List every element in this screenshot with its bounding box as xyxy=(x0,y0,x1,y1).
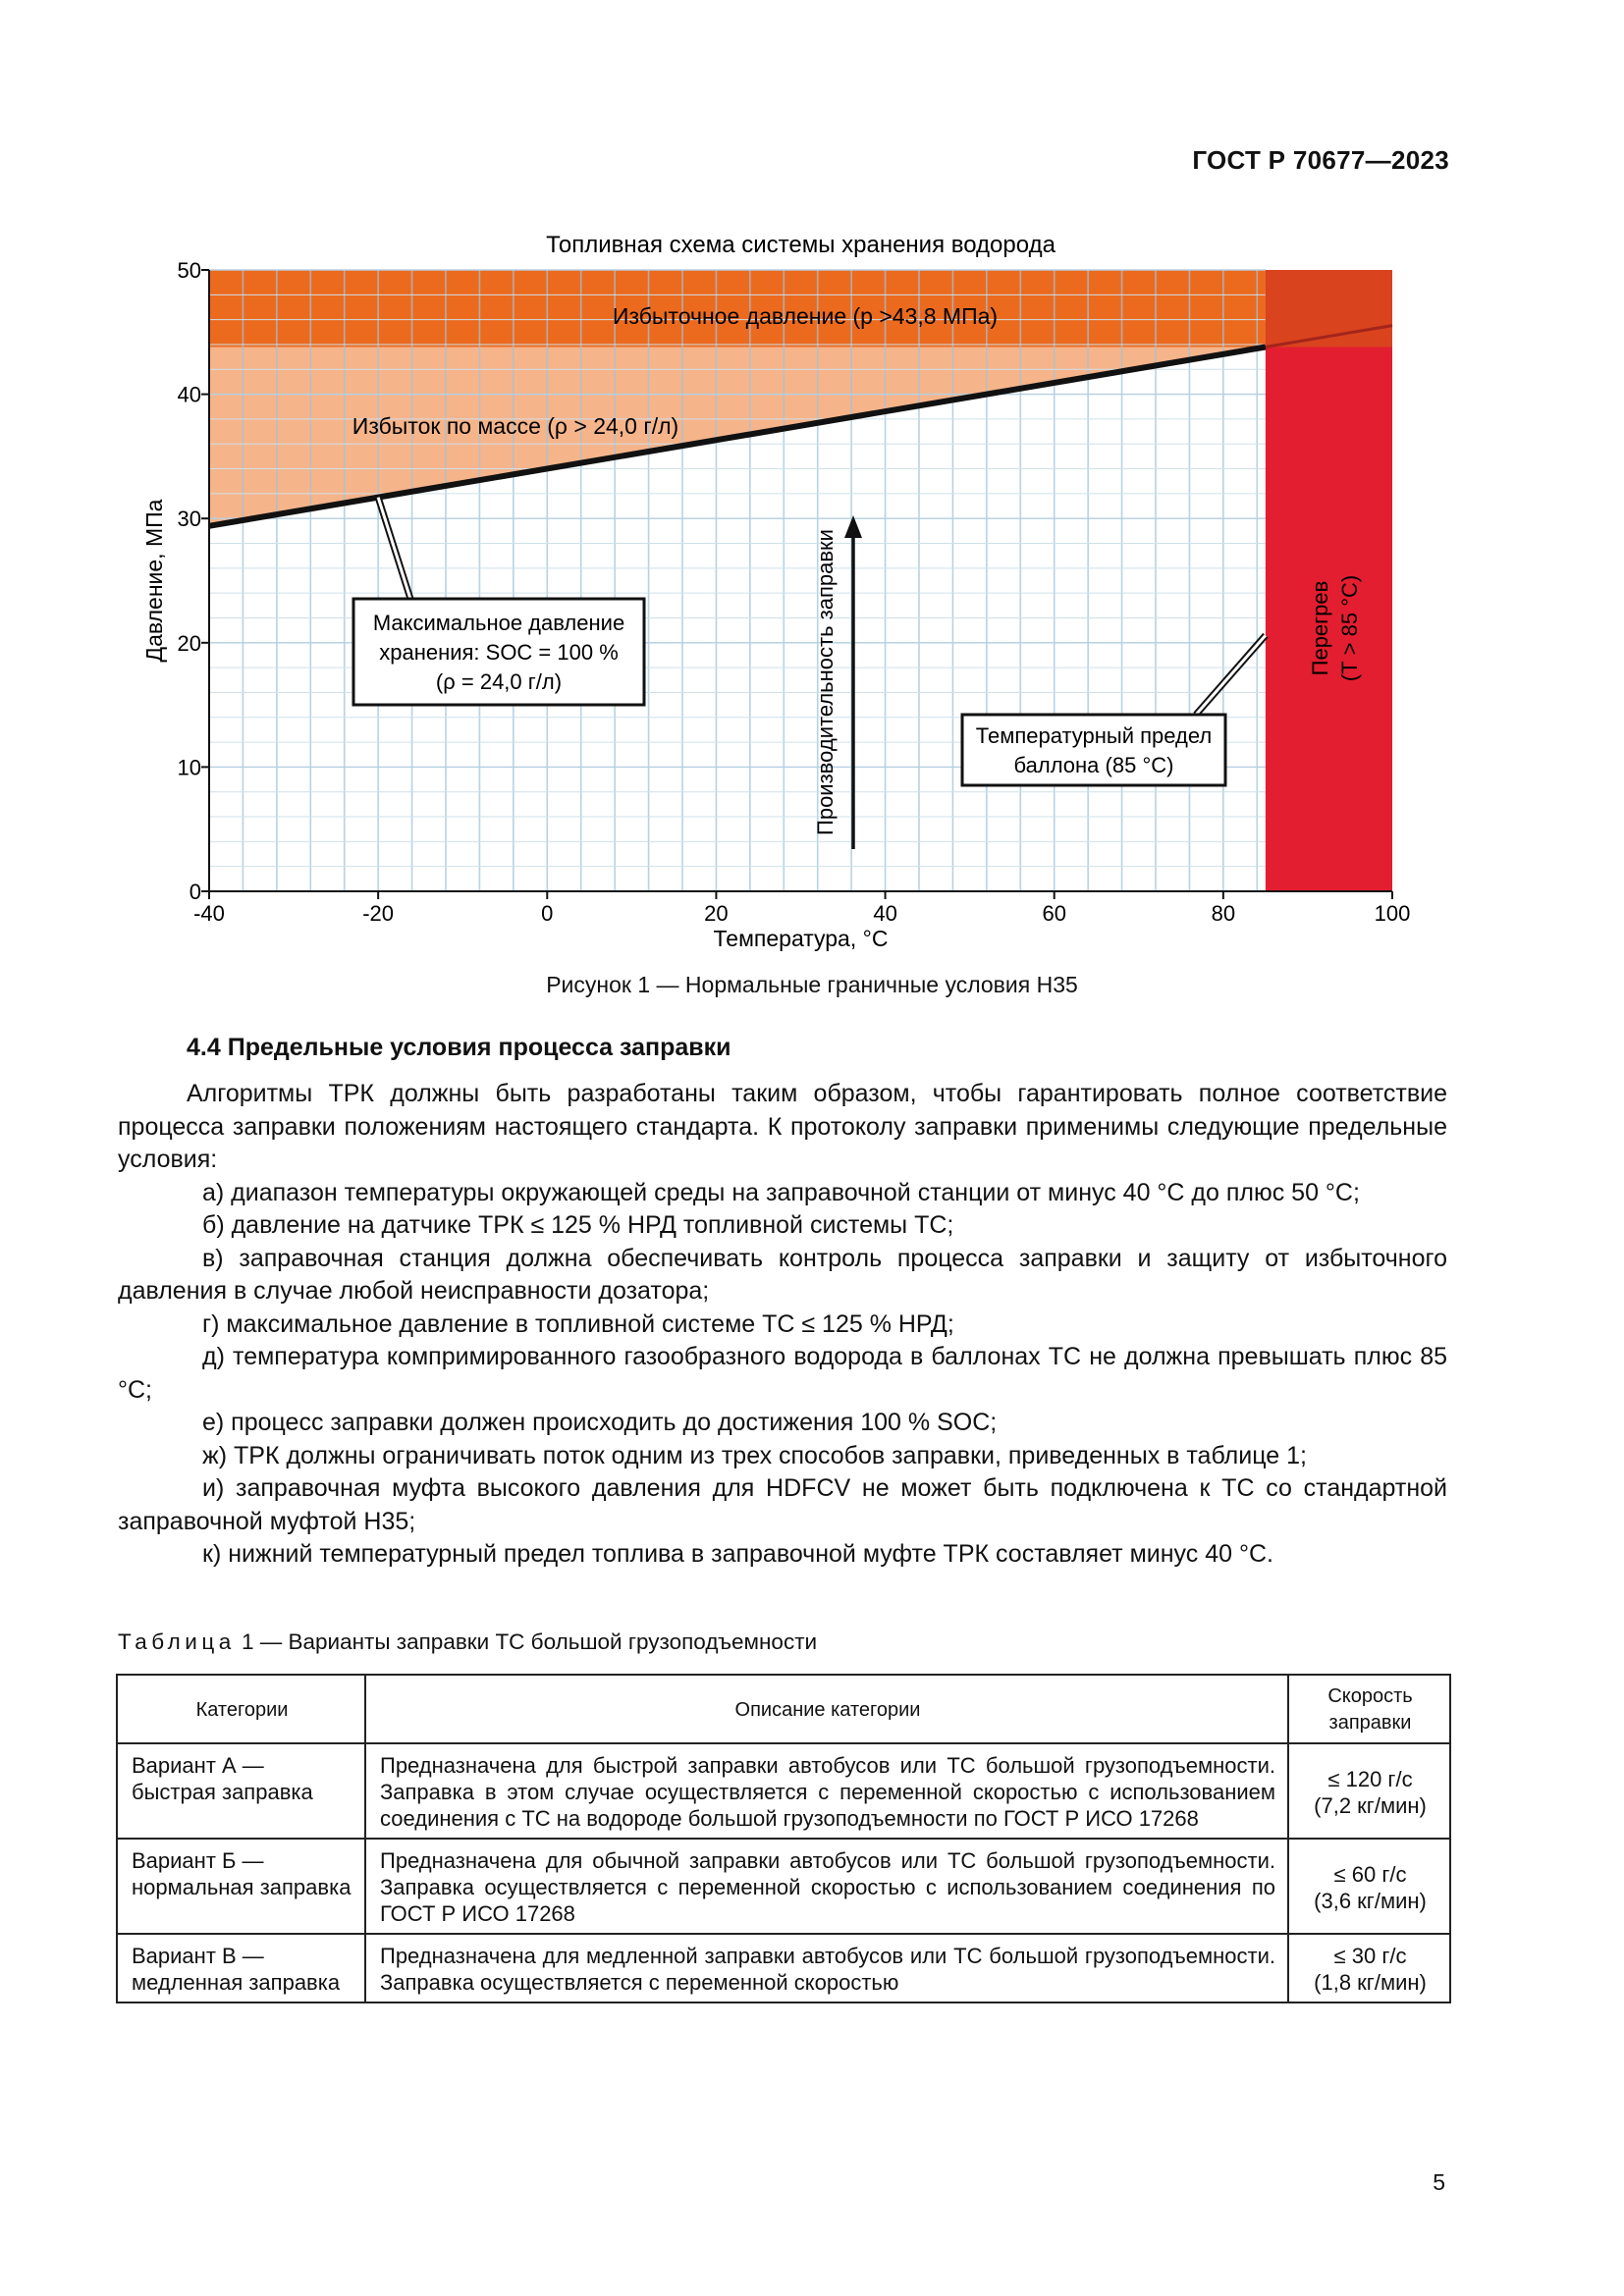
y-tick-label: 0 xyxy=(189,880,201,904)
flow-rate-label: Производительность заправки xyxy=(813,529,838,835)
table-header-row xyxy=(117,1675,1450,1743)
body-text xyxy=(118,1078,1447,1572)
cell-description: Предназначена для быстрой заправки автобусов или ТС большой грузоподъемности. Заправка в этом случае осуществляется с переменной скоростью с использованием соединения с ТС на водороде большой грузоподъемности по ГОСТ Р ИСО 17268 xyxy=(365,1743,1288,1839)
section-title-text: Предельные условия процесса заправки xyxy=(227,1034,731,1061)
header-category: Категории xyxy=(117,1675,365,1743)
max-pressure-callout-line1: Максимальное давление xyxy=(372,611,625,635)
cell-speed xyxy=(1288,1839,1450,1934)
overheat-region xyxy=(1266,270,1392,891)
cell-speed-value: ≤ 60 г/с xyxy=(1333,1861,1407,1887)
cell-description: Предназначена для медленной заправки автобусов или ТС большой грузоподъемности. Заправка осуществляется с переменной скоростью xyxy=(365,1934,1288,2002)
y-tick-label: 40 xyxy=(177,382,201,407)
section-heading xyxy=(187,1034,731,1062)
chart-title: Топливная схема системы хранения водорода xyxy=(546,232,1056,258)
list-item: и) заправочная муфта высокого давления для HDFCV не может быть подключена к ТС со стандартной заправочной муфтой Н35; xyxy=(118,1474,1447,1535)
cell-description: Предназначена для обычной заправки автобусов или ТС большой грузоподъемности. Заправка осуществляется с переменной скоростью с использованием соединения по ГОСТ Р ИСО 17268 xyxy=(365,1839,1288,1934)
table-row xyxy=(117,1839,1450,1934)
list-item: г) максимальное давление в топливной системе ТС ≤ 125 % НРД; xyxy=(202,1309,954,1338)
y-tick-label: 50 xyxy=(177,258,201,283)
cell-speed-rate: (3,6 кг/мин) xyxy=(1314,1888,1427,1913)
overheat-label: Перегрев xyxy=(1308,580,1332,676)
x-tick-label: -40 xyxy=(193,901,225,926)
y-tick-label: 10 xyxy=(177,755,201,780)
overmass-label: Избыток по массе (ρ > 24,0 г/л) xyxy=(352,413,679,439)
table-row xyxy=(117,1743,1450,1839)
cell-speed-value: ≤ 120 г/с xyxy=(1327,1766,1413,1791)
cell-speed-rate: (1,8 кг/мин) xyxy=(1314,1970,1427,1995)
cell-category: Вариант В — медленная заправка xyxy=(117,1934,365,2002)
figure-caption: Рисунок 1 — Нормальные граничные условия Н35 xyxy=(546,972,1078,997)
cell-speed-rate: (7,2 кг/мин) xyxy=(1314,1792,1427,1818)
cell-speed-value: ≤ 30 г/с xyxy=(1333,1944,1407,1968)
list-item: е) процесс заправки должен происходить до достижения 100 % SOC; xyxy=(202,1409,998,1436)
list-item: к) нижний температурный предел топлива в заправочной муфте ТРК составляет минус 40 °С. xyxy=(202,1540,1273,1568)
y-tick-label: 30 xyxy=(177,507,201,532)
table-caption-word: Таблица xyxy=(118,1629,236,1654)
x-tick-label: 60 xyxy=(1042,901,1066,926)
list-item: ж) ТРК должны ограничивать поток одним из трех способов заправки, приведенных в таблице 1; xyxy=(202,1441,1307,1469)
x-tick-label: 80 xyxy=(1211,901,1236,926)
list-item: а) диапазон температуры окружающей среды на заправочной станции от минус 40 °С до плюс 50 °С; xyxy=(202,1178,1360,1206)
list-item: б) давление на датчике ТРК ≤ 125 % НРД топливной системы ТС; xyxy=(202,1211,954,1239)
document-code: ГОСТ Р 70677—2023 xyxy=(1192,145,1449,175)
page-number: 5 xyxy=(1433,2169,1445,2195)
temp-limit-callout-line1: Температурный предел xyxy=(975,723,1213,748)
x-tick-label: -20 xyxy=(362,901,395,926)
max-pressure-callout-line2: хранения: SOC = 100 % xyxy=(379,640,619,665)
y-tick-label: 20 xyxy=(177,630,201,656)
header-description: Описание категории xyxy=(365,1675,1288,1743)
x-tick-label: 0 xyxy=(541,901,554,926)
cell-category: Вариант Б — нормальная заправка xyxy=(117,1839,365,1934)
refueling-options-table xyxy=(116,1674,1451,2003)
list-item: в) заправочная станция должна обеспечивать контроль процесса заправки и защиту от избыточного давления в случае любой неисправности дозатора; xyxy=(118,1244,1447,1305)
temp-limit-callout-line2: баллона (85 °С) xyxy=(1013,753,1174,777)
table-caption xyxy=(118,1629,817,1655)
header-speed-line2: заправки xyxy=(1328,1712,1412,1734)
table-row xyxy=(117,1934,1450,2002)
overheat-condition-label: (Т > 85 °С) xyxy=(1337,574,1362,682)
intro-paragraph: Алгоритмы ТРК должны быть разработаны таким образом, чтобы гарантировать полное соответствие процесса заправки положениям настоящего стандарта. К протоколу заправки применимы следующие предельные условия: xyxy=(118,1080,1447,1173)
table-caption-text: 1 — Варианты заправки ТС большой грузоподъемности xyxy=(242,1629,818,1654)
x-axis-label: Температура, °С xyxy=(713,926,889,951)
cell-speed xyxy=(1288,1934,1450,2002)
section-number: 4.4 xyxy=(187,1034,221,1061)
x-tick-label: 20 xyxy=(704,901,729,926)
x-tick-label: 40 xyxy=(873,901,897,926)
overpressure-label: Избыточное давление (р >43,8 МПа) xyxy=(612,303,999,329)
y-axis-label: Давление, МПа xyxy=(141,499,167,663)
fuel-scheme-chart xyxy=(0,0,1624,962)
max-pressure-callout-line3: (ρ = 24,0 г/л) xyxy=(435,669,563,694)
header-speed xyxy=(1288,1675,1450,1743)
cell-category: Вариант А — быстрая заправка xyxy=(117,1743,365,1839)
cell-speed xyxy=(1288,1743,1450,1839)
x-tick-label: 100 xyxy=(1374,901,1411,926)
header-speed-line1: Скорость xyxy=(1327,1685,1413,1707)
list-item: д) температура компримированного газообразного водорода в баллонах ТС не должна превышать плюс 85 °С; xyxy=(118,1343,1447,1404)
